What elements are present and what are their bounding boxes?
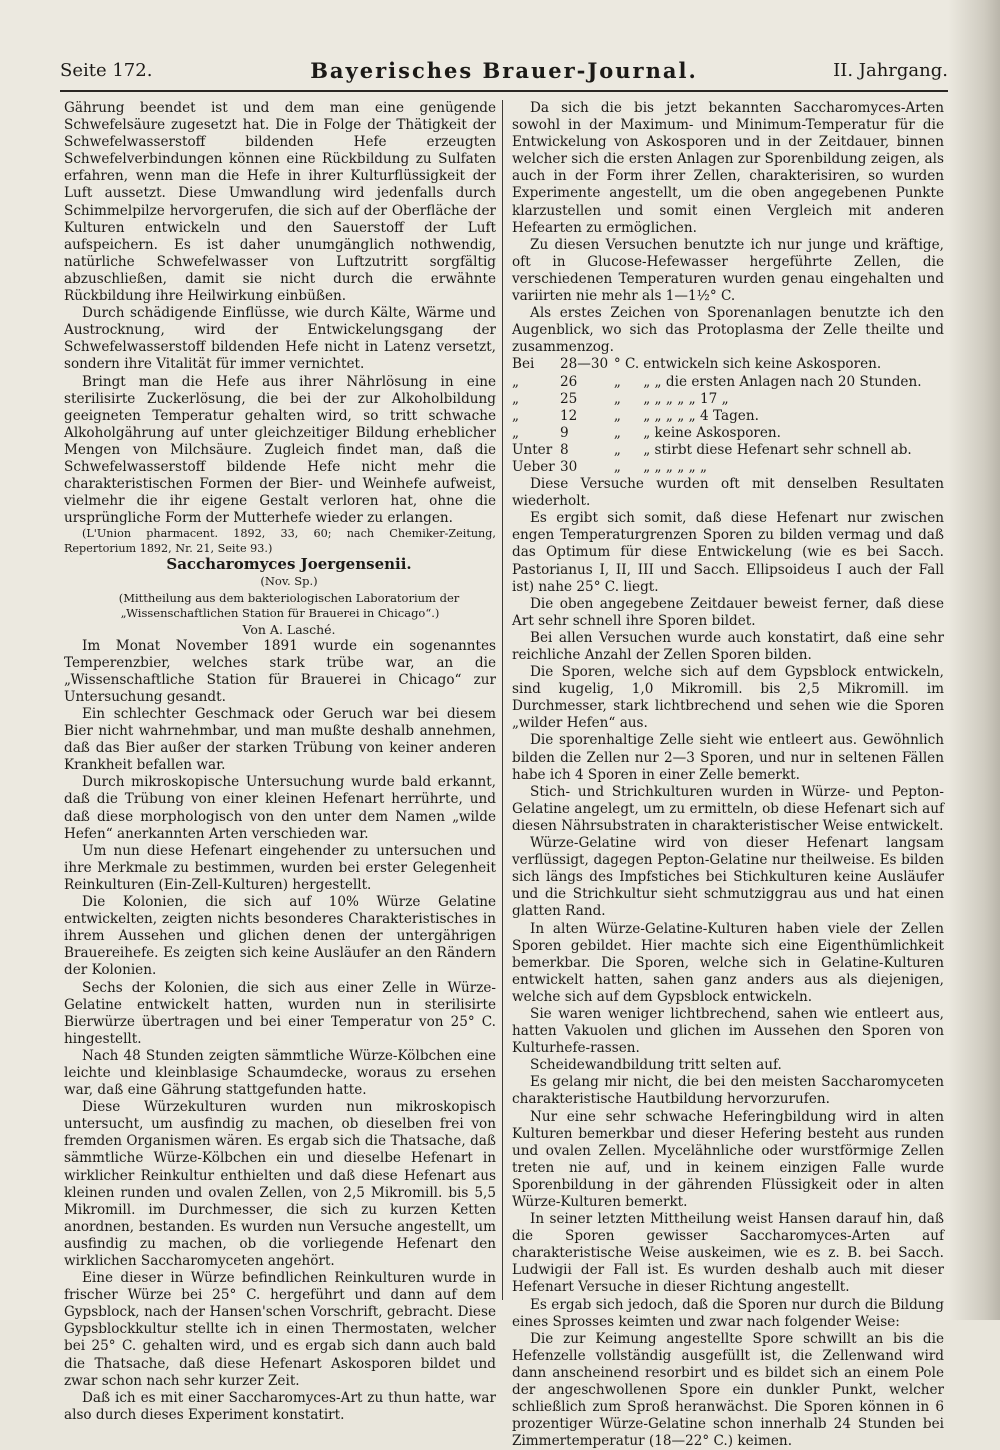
body-paragraph: Stich- und Strichkulturen wurden in Würze- und Pepton-Gelatine angelegt, um zu ermitteln, ob diese Hefenart sich auf diesen Nährsubstraten in charakteristischer Weise entwickelt. bbox=[512, 783, 944, 834]
row-unit: „ bbox=[613, 424, 621, 441]
article-subtitle: (Nov. Sp.) bbox=[260, 574, 318, 589]
table-row bbox=[512, 356, 944, 373]
row-result: entwickeln sich keine Askosporen. bbox=[643, 356, 882, 373]
body-paragraph: Sie waren weniger lichtbrechend, sahen wie entleert aus, hatten Vakuolen und glichen im Aussehen den Sporen von Kulturhefe-rassen. bbox=[512, 1005, 944, 1057]
row-result: „ „ „ „ „ 17 „ bbox=[643, 390, 729, 407]
body-paragraph: Durch schädigende Einflüsse, wie durch Kälte, Wärme und Austrocknung, wird der Entwickelungsgang der Schwefelwasserstoff bildenden Hefe nicht in Latenz versetzt, sondern ihre Vitalität für immer vernichtet. bbox=[64, 305, 496, 373]
left-column bbox=[64, 100, 496, 1423]
body-paragraph: Nach 48 Stunden zeigten sämmtliche Würze-Kölbchen eine leichte und kleinblasige Schaumdecke, woraus zu ersehen war, daß eine Gährung stattgefunden hatte. bbox=[64, 1047, 496, 1099]
row-unit: „ bbox=[613, 373, 621, 390]
body-paragraph: Zu diesen Versuchen benutzte ich nur junge und kräftige, oft in Glucose-Hefewasser hergeführte Zellen, die verschiedenen Temperaturen wurden genau eingehalten und variirten nie mehr als 1—1½° C. bbox=[512, 236, 944, 305]
row-result: „ stirbt diese Hefenart sehr schnell ab. bbox=[643, 441, 912, 458]
body-paragraph: Ein schlechter Geschmack oder Geruch war bei diesem Bier nicht wahrnehmbar, und man mußte deshalb annehmen, daß das Bier außer der starken Trübung von keiner anderen Krankheit befallen war. bbox=[64, 706, 496, 774]
row-result: „ „ „ „ „ „ bbox=[643, 458, 708, 475]
body-paragraph: Da sich die bis jetzt bekannten Saccharomyces-Arten sowohl in der Maximum- und Minimum-Temperatur für die Entwickelung von Askosporen und in der Zeitdauer, binnen welcher sich die ersten Anlagen zur Sporenbildung zeigen, als auch in der Form ihrer Zellen, charakterisiren, so wurden Experimente angestellt, um die oben angegebenen Punkte klarzustellen und somit einen Vergleich mit anderen Hefearten zu ermöglichen. bbox=[512, 100, 944, 236]
row-prefix: Bei bbox=[512, 356, 535, 373]
row-unit: ° C. bbox=[613, 356, 640, 373]
body-paragraph: Es gelang mir nicht, die bei den meisten Saccharomyceten charakteristische Hautbildung hervorzurufen. bbox=[512, 1074, 944, 1108]
body-paragraph: Diese Versuche wurden oft mit denselben Resultaten wiederholt. bbox=[512, 476, 944, 510]
row-unit: „ bbox=[613, 390, 621, 407]
row-unit: „ bbox=[613, 407, 621, 424]
row-prefix: „ bbox=[512, 390, 520, 407]
table-row bbox=[512, 408, 944, 425]
body-paragraph: Die sporenhaltige Zelle sieht wie entleert aus. Gewöhnlich bilden die Zellen nur 2—3 Sporen, und nur in seltenen Fällen habe ich 4 Sporen in einer Zelle bemerkt. bbox=[512, 732, 944, 783]
row-prefix: Unter bbox=[512, 441, 553, 458]
page-number: Seite 172. bbox=[60, 60, 153, 81]
row-unit: „ bbox=[613, 458, 621, 475]
body-paragraph: In seiner letzten Mittheilung weist Hansen darauf hin, daß die Sporen gewisser Saccharomyces-Arten auf charakteristische Weise auskeimen, wie es z. B. bei Sacch. Ludwigii der Fall ist. Es wurden deshalb auch mit dieser Hefenart Versuche in dieser Richtung angestellt. bbox=[512, 1211, 944, 1296]
right-column bbox=[512, 100, 944, 1450]
row-temperature: 9 bbox=[560, 424, 569, 441]
row-temperature: 28—30 bbox=[560, 356, 609, 373]
row-result: „ „ „ „ „ 4 Tagen. bbox=[643, 407, 759, 424]
table-row bbox=[512, 391, 944, 408]
column-divider bbox=[502, 100, 503, 1300]
body-paragraph: Die oben angegebene Zeitdauer beweist ferner, daß diese Art sehr schnell ihre Sporen bildet. bbox=[512, 595, 944, 629]
body-paragraph: Bringt man die Hefe aus ihrer Nährlösung in eine sterilisirte Zuckerlösung, die bei der zur Alkoholbildung geeigneten Temperatur gehalten wird, so tritt schwache Alkoholgährung auf unter gleichzeitiger Bildung erheblicher Mengen von Milchsäure. Zugleich findet man, daß die Schwefelwasserstoff bildende Hefe nicht mehr die charakteristischen Formen der Bier- und Weinhefe aufweist, vielmehr die ihr eigene Gestalt verloren hat, ohne die ursprüngliche Form der Mutterhefe wieder zu erlangen. bbox=[64, 373, 496, 527]
body-paragraph: Würze-Gelatine wird von dieser Hefenart langsam verflüssigt, dagegen Pepton-Gelatine nur theilweise. Es bilden sich längs des Impfstiches bei Stichkulturen keine Ausläufer und die Strichkultur sieht schmutziggrau aus und hat einen glatten Rand. bbox=[512, 835, 944, 920]
row-temperature: 26 bbox=[560, 373, 578, 390]
body-paragraph: Die Sporen, welche sich auf dem Gypsblock entwickeln, sind kugelig, 1,0 Mikromill. bis 2,5 Mikromill. im Durchmesser, stark lichtbrechend und sehen wie die Sporen „wilder Hefen“ aus. bbox=[512, 664, 944, 732]
body-paragraph: Scheidewandbildung tritt selten auf. bbox=[530, 1057, 782, 1074]
body-paragraph: Die zur Keimung angestellte Spore schwillt an bis die Hefenzelle vollständig ausgefüllt ist, die Zellenwand wird dann anscheinend resorbirt und es bildet sich an einem Pole der angeschwollenen Spore ein dunkler Punkt, welcher schließlich zum Sproß heranwächst. Die Sporen können in 6 prozentiger Würze-Gelatine schon innerhalb 24 Stunden bei Zimmertemperatur (18—22° C.) keimen. bbox=[512, 1330, 944, 1450]
row-temperature: 30 bbox=[560, 458, 578, 475]
article-title: Saccharomyces Joergensenii. bbox=[166, 555, 412, 574]
body-paragraph: Die Kolonien, die sich auf 10% Würze Gelatine entwickelten, zeigten nichts besonderes Charakteristisches in ihrem Aussehen und glichen denen der untergährigen Brauereihefe. Es zeigten sich keine Ausläufer an den Rändern der Kolonien. bbox=[64, 894, 496, 979]
citation: (L'Union pharmacent. 1892, 33, 60; nach Chemiker-Zeitung, Repertorium 1892, Nr. 21, Seite 93.) bbox=[64, 527, 496, 555]
body-paragraph: In alten Würze-Gelatine-Kulturen haben viele der Zellen Sporen gebildet. Hier machte sich eine Eigenthümlichkeit bemerkbar. Die Sporen, welche sich in Gelatine-Kulturen entwickelt hatten, sahen ganz anders aus als diejenigen, welche sich auf dem Gypsblock entwickeln. bbox=[512, 920, 944, 1005]
table-row bbox=[512, 425, 944, 442]
table-row bbox=[512, 459, 944, 476]
page-edge-shadow bbox=[948, 0, 1000, 1320]
body-paragraph: Eine dieser in Würze befindlichen Reinkulturen wurde in frischer Würze bei 25° C. hergeführt und dann auf dem Gypsblock, nach der Hansen'schen Vorschrift, gebracht. Diese Gypsblockkultur stellte ich in einen Thermostaten, welcher bei 25° C. gehalten wird, und es ergab sich dann auch bald die Thatsache, daß diese Hefenart Askosporen bildet und zwar schon nach sehr kurzer Zeit. bbox=[64, 1270, 496, 1389]
article-author: Von A. Lasché. bbox=[242, 621, 336, 637]
row-prefix: „ bbox=[512, 424, 520, 441]
row-result: „ keine Askosporen. bbox=[643, 424, 781, 441]
row-result: „ „ die ersten Anlagen nach 20 Stunden. bbox=[643, 373, 922, 390]
body-paragraph: Es ergab sich jedoch, daß die Sporen nur durch die Bildung eines Sprosses keimten und zwar nach folgender Weise: bbox=[512, 1296, 944, 1330]
body-paragraph: Im Monat November 1891 wurde ein sogenanntes Temperenzbier, welches stark trübe war, an die „Wissenschaftliche Station für Brauerei in Chicago“ zur Untersuchung gesandt. bbox=[64, 637, 496, 705]
article-note: (Mittheilung aus dem bakteriologischen Laboratorium der „Wissenschaftlichen Station für Brauerei in Chicago“.) bbox=[118, 590, 460, 620]
row-temperature: 8 bbox=[560, 441, 569, 458]
body-paragraph: Als erstes Zeichen von Sporenanlagen benutzte ich den Augenblick, wo sich das Protoplasma der Zelle theilte und zusammenzog. bbox=[512, 305, 944, 356]
row-temperature: 25 bbox=[560, 390, 578, 407]
journal-title: Bayerisches Brauer-Journal. bbox=[310, 58, 698, 83]
table-row bbox=[512, 442, 944, 459]
temperature-experiment-table bbox=[512, 356, 944, 476]
row-unit: „ bbox=[613, 441, 621, 458]
page-header bbox=[60, 56, 948, 92]
body-paragraph: Es ergibt sich somit, daß diese Hefenart nur zwischen engen Temperaturgrenzen Sporen zu bilden vermag und daß das Optimum für diese Entwickelung (wie es bei Sacch. Pastorianus I, II, III und Sacch. Ellipsoideus I auch der Fall ist) nahe 25° C. liegt. bbox=[512, 510, 944, 595]
body-paragraph: Diese Würzekulturen wurden nun mikroskopisch untersucht, um ausfindig zu machen, ob dieselben frei von fremden Organismen wären. Es ergab sich die Thatsache, daß sämmtliche Würze-Kölbchen ein und dieselbe Hefenart in wirklicher Reinkultur enthielten und daß diese Hefenart aus kleinen runden und ovalen Zellen, von 2,5 Mikromill. bis 5,5 Mikromill. im Durchmesser, die sich zu kurzen Ketten anordnen, bestanden. Es wurden nun Versuche angestellt, um ausfindig zu machen, ob die vorliegende Hefenart den wirklichen Saccharomyceten angehört. bbox=[64, 1099, 496, 1269]
table-row bbox=[512, 374, 944, 391]
body-paragraph: Bei allen Versuchen wurde auch konstatirt, daß eine sehr reichliche Anzahl der Zellen Sporen bilden. bbox=[512, 629, 944, 663]
row-prefix: „ bbox=[512, 407, 520, 424]
body-paragraph: Daß ich es mit einer Saccharomyces-Art zu thun hatte, war also durch dieses Experiment konstatirt. bbox=[64, 1389, 496, 1423]
body-paragraph: Durch mikroskopische Untersuchung wurde bald erkannt, daß die Trübung von einer kleinen Hefenart herrührte, und daß diese morphologisch von den unter dem Namen „wilde Hefen“ anerkannten Arten verschieden war. bbox=[64, 774, 496, 842]
row-temperature: 12 bbox=[560, 407, 578, 424]
body-paragraph: Sechs der Kolonien, die sich aus einer Zelle in Würze-Gelatine entwickelt hatten, wurden nun in sterilisirte Bierwürze übertragen und bei einer Temperatur von 25° C. hingestellt. bbox=[64, 979, 496, 1047]
row-prefix: „ bbox=[512, 373, 520, 390]
volume-label: II. Jahrgang. bbox=[833, 60, 948, 81]
body-paragraph: Gährung beendet ist und dem man eine genügende Schwefelsäure zugesetzt hat. Die in Folge der Thätigkeit der Schwefelwasserstoff bildenden Hefe erzeugten Schwefelverbindungen können eine Rückbildung zu Sulfaten erfahren, wenn man die Hefe in ihrer Kulturflüssigkeit der Luft aussetzt. Diese Umwandlung wird jedenfalls durch Schimmelpilze hervorgerufen, die sich auf der Oberfläche der Kulturen entwickeln und den Sauerstoff der Luft aufspeichern. Es ist daher unumgänglich nothwendig, natürliche Schwefelwasser von Luftzutritt sorgfältig abzuschließen, damit sie nicht durch die erwähnte Rückbildung ihre Heilwirkung einbüßen. bbox=[64, 100, 496, 305]
body-paragraph: Um nun diese Hefenart eingehender zu untersuchen und ihre Merkmale zu bestimmen, wurden bei erster Gelegenheit Reinkulturen (Ein-Zell-Kulturen) hergestellt. bbox=[64, 842, 496, 893]
body-paragraph: Nur eine sehr schwache Heferingbildung wird in alten Kulturen bemerkbar und dieser Hefering besteht aus runden und ovalen Zellen. Mycelähnliche oder wurstförmige Zellen treten nie auf, und in keinem einzigen Falle wurde Sporenbildung in der gährenden Flüssigkeit oder in alten Würze-Kulturen bemerkt. bbox=[512, 1108, 944, 1210]
row-prefix: Ueber bbox=[512, 458, 555, 475]
